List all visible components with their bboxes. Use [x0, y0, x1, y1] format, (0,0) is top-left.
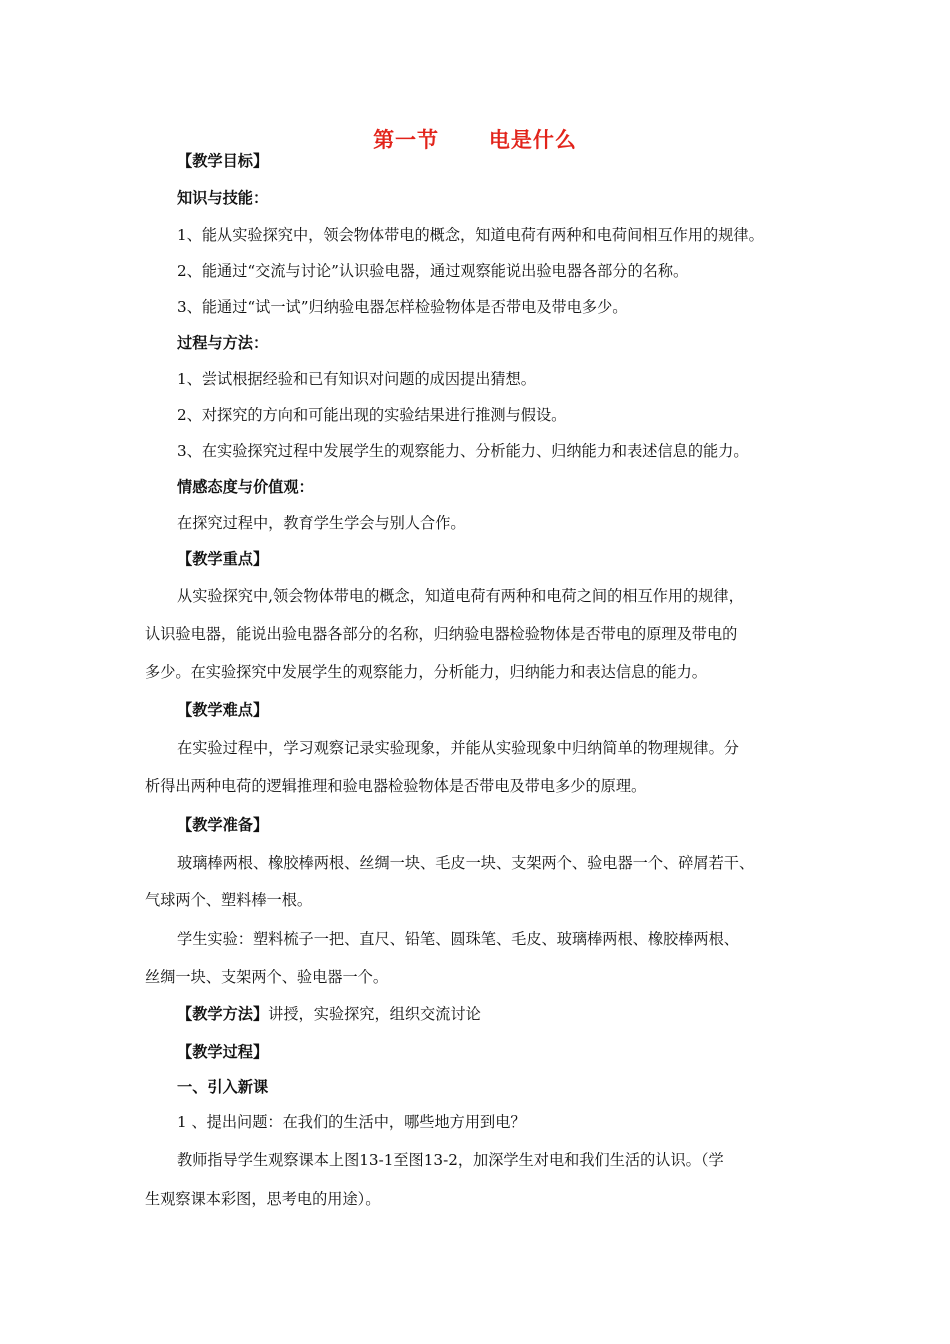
teaching-method-text: 讲授，实验探究，组织交流讨论 — [268, 1005, 481, 1023]
body-text-line: 3、能通过“试一试”归纳验电器怎样检验物体是否带电及带电多少。 — [177, 298, 628, 316]
body-text-line: 2、对探究的方向和可能出现的实验结果进行推测与假设。 — [177, 406, 567, 424]
section-heading: 一、引入新课 — [177, 1078, 269, 1096]
section-heading: 情感态度与价值观： — [177, 478, 314, 496]
body-text-line: 学生实验：塑料梳子一把、直尺、铅笔、圆珠笔、毛皮、玻璃棒两根、橡胶棒两根、 — [177, 930, 739, 948]
section-heading: 过程与方法： — [177, 334, 269, 352]
body-text-line: 多少。在实验探究中发展学生的观察能力，分析能力，归纳能力和表达信息的能力。 — [145, 663, 707, 681]
body-text-line: 丝绸一块、支架两个、验电器一个。 — [145, 968, 388, 986]
teaching-method-label: 【教学方法】 — [177, 1005, 269, 1023]
body-text-line: 玻璃棒两根、橡胶棒两根、丝绸一块、毛皮一块、支架两个、验电器一个、碎屑若干、 — [177, 854, 755, 872]
section-heading: 【教学目标】 — [177, 152, 269, 170]
section-heading: 【教学难点】 — [177, 701, 269, 719]
body-text-line: 气球两个、塑料棒一根。 — [145, 891, 313, 909]
section-heading: 【教学过程】 — [177, 1043, 269, 1061]
body-text-line: 生观察课本彩图，思考电的用途）。 — [145, 1190, 381, 1208]
body-text-line: 2、能通过“交流与讨论”认识验电器，通过观察能说出验电器各部分的名称。 — [177, 262, 689, 280]
body-text-line: 教师指导学生观察课本上图13-1至图13-2，加深学生对电和我们生活的认识。（学 — [177, 1151, 724, 1169]
body-text-line: 1、尝试根据经验和已有知识对问题的成因提出猜想。 — [177, 370, 536, 388]
teaching-method-line — [177, 1004, 481, 1024]
document-title: 第一节 电是什么 — [373, 127, 577, 152]
section-heading: 【教学准备】 — [177, 816, 269, 834]
body-text-line: 1 、提出问题：在我们的生活中，哪些地方用到电？ — [177, 1113, 526, 1131]
section-heading: 【教学重点】 — [177, 550, 269, 568]
body-text-line: 在实验过程中，学习观察记录实验现象，并能从实验现象中归纳简单的物理规律。分 — [177, 739, 739, 757]
body-text-line: 认识验电器，能说出验电器各部分的名称，归纳验电器检验物体是否带电的原理及带电的 — [145, 625, 738, 643]
body-text-line: 1、能从实验探究中，领会物体带电的概念，知道电荷有两种和电荷间相互作用的规律。 — [177, 226, 764, 244]
body-text-line: 在探究过程中，教育学生学会与别人合作。 — [177, 514, 466, 532]
section-heading: 知识与技能： — [177, 189, 269, 207]
body-text-line: 从实验探究中,领会物体带电的概念，知道电荷有两种和电荷之间的相互作用的规律， — [177, 587, 744, 605]
body-text-line: 析得出两种电荷的逻辑推理和验电器检验物体是否带电及带电多少的原理。 — [145, 777, 647, 795]
body-text-line: 3、在实验探究过程中发展学生的观察能力、分析能力、归纳能力和表述信息的能力。 — [177, 442, 749, 460]
